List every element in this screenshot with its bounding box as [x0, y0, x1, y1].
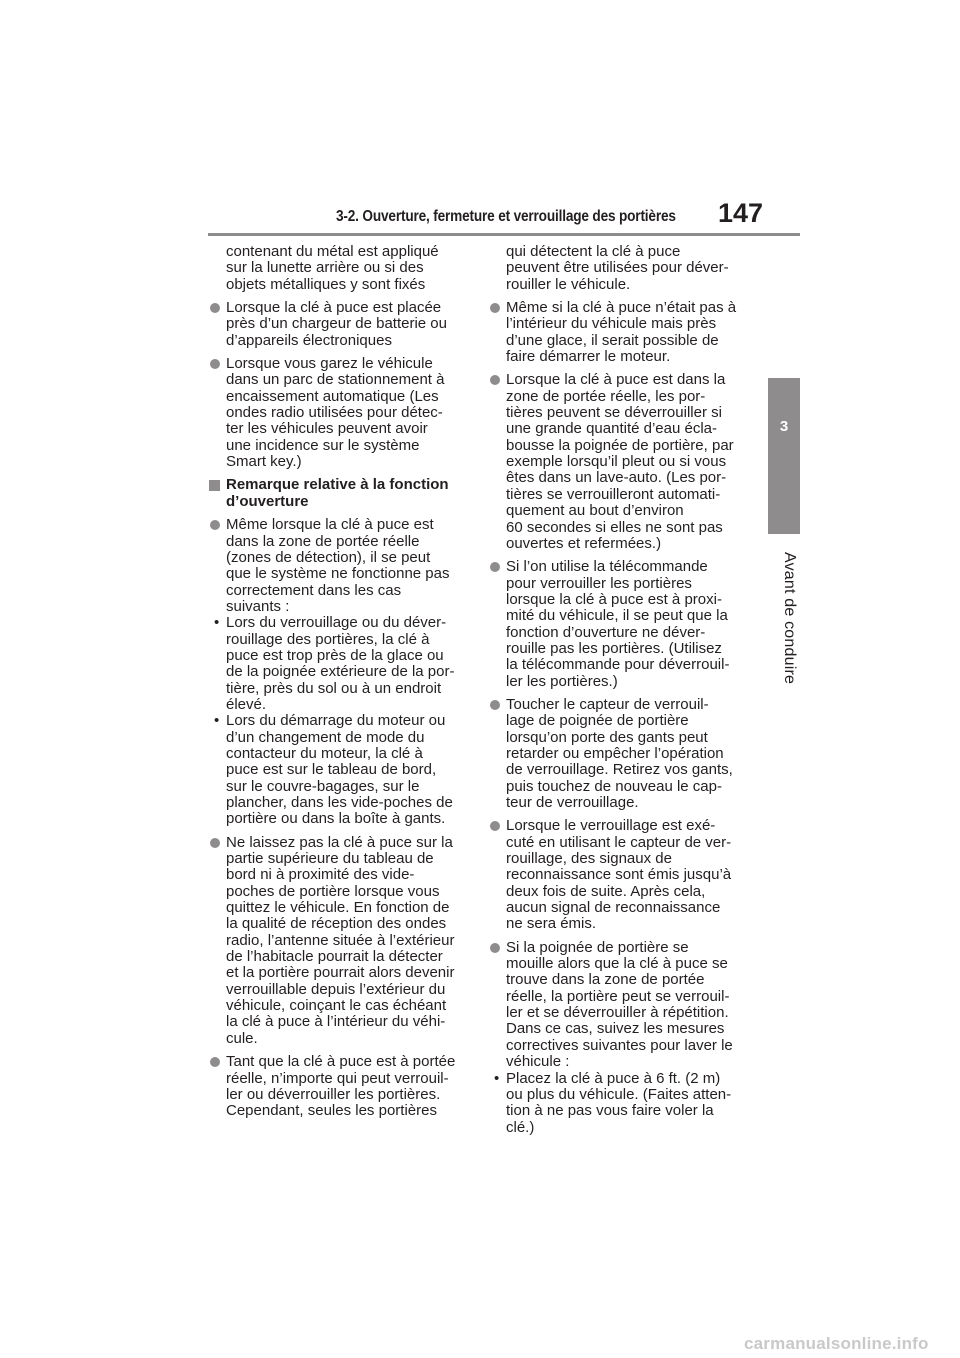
bullet-dot-icon: [490, 562, 500, 572]
text-line: d’un changement de mode du: [226, 728, 425, 746]
text-line: correctement dans les cas: [226, 581, 402, 599]
text-line: bord ni à proximité des vide-: [226, 866, 415, 884]
watermark[interactable]: carmanualsonline.info: [744, 1334, 929, 1353]
section-title: 3-2. Ouverture, fermeture et verrouillage des portières: [336, 208, 676, 225]
text-line: véhicule :: [506, 1053, 570, 1071]
text-line: ler ou déverrouiller les portières.: [226, 1085, 441, 1103]
text-line: puis touchez de nouveau le cap-: [506, 777, 722, 795]
text-line: contacteur du moteur, la clé à: [226, 744, 423, 762]
text-line: puce est trop près de la glace ou: [226, 646, 444, 664]
text-line: retarder ou empêcher l’opération: [506, 744, 724, 762]
text-line: trouve dans la zone de portée: [506, 971, 705, 989]
text-line: sur le couvre-bagages, sur le: [226, 777, 420, 795]
text-line: près d’un chargeur de batterie ou: [226, 315, 447, 333]
text-line: l’intérieur du véhicule mais près: [506, 315, 717, 333]
text-line: Lors du démarrage du moteur ou: [226, 712, 446, 730]
text-line: une grande quantité d’eau écla-: [506, 420, 717, 438]
text-line: d’une glace, il serait possible de: [506, 331, 719, 349]
text-line: deux fois de suite. Après cela,: [506, 882, 706, 900]
text-line: ondes radio utilisées pour détec-: [226, 404, 443, 422]
text-line: rouille pas les portières. (Utilisez: [506, 639, 722, 657]
bullet-item: [488, 300, 750, 365]
text-line: lorsqu’on porte des gants peut: [506, 728, 708, 746]
text-line: tière, près du sol ou à un endroit: [226, 679, 442, 697]
bullet-item: [208, 835, 470, 1047]
text-line: réelle, la portière peut se verrouil-: [506, 987, 730, 1005]
bullet-item: [208, 517, 470, 615]
text-line: Lorsque vous garez le véhicule: [226, 355, 433, 373]
text-line: lage de poignée de portière: [506, 712, 689, 730]
bullet-item: [488, 559, 750, 690]
text-line: suivants :: [226, 597, 290, 615]
bullet-item: [208, 356, 470, 470]
text-line: véhicule, coinçant le cas échéant: [226, 997, 447, 1015]
text-line: rouillage des portières, la clé à: [226, 630, 430, 648]
bullet-item: [488, 372, 750, 552]
text-line: objets métalliques y sont fixés: [226, 275, 426, 293]
text-line: Lorsque le verrouillage est exé-: [506, 817, 716, 835]
sub-list-item: [208, 615, 470, 713]
text-line: ou plus du véhicule. (Faites atten-: [506, 1085, 732, 1103]
text-line: réelle, n’importe qui peut verrouil-: [226, 1069, 449, 1087]
text-line: de la poignée extérieure de la por-: [226, 663, 455, 681]
text-line: que le système ne fonctionne pas: [226, 565, 450, 583]
bullet-item: [488, 697, 750, 811]
text-line: sur la lunette arrière ou si des: [226, 259, 424, 277]
text-line: lorsque la clé à puce est à proxi-: [506, 590, 722, 608]
continued-paragraph: [488, 244, 750, 293]
text-line: tières peuvent se déverrouiller si: [506, 404, 722, 422]
chapter-tab[interactable]: [768, 378, 800, 534]
text-line: mité du véhicule, il se peut que la: [506, 607, 728, 625]
continued-paragraph: [208, 244, 470, 293]
text-line: d’ouverture: [226, 492, 309, 510]
text-line: cule.: [226, 1029, 258, 1047]
text-line: pour verrouiller les portières: [506, 574, 692, 592]
text-line: Même si la clé à puce n’était pas à: [506, 299, 737, 317]
text-line: de l’habitacle pourrait la détecter: [226, 948, 443, 966]
text-line: faire démarrer le moteur.: [506, 348, 671, 366]
bullet-dot-icon: [490, 303, 500, 313]
text-line: ler et se déverrouiller à répétition.: [506, 1004, 729, 1022]
text-line: qui détectent la clé à puce: [506, 243, 681, 260]
text-line: Cependant, seules les portières: [226, 1102, 437, 1120]
text-line: la clé à puce à l’intérieur du véhi-: [226, 1013, 446, 1031]
bullet-item: [488, 940, 750, 1071]
text-line: verrouillable depuis l’extérieur du: [226, 980, 446, 998]
bullet-dot-icon: [490, 821, 500, 831]
text-line: clé.): [506, 1118, 535, 1136]
bullet-dot-icon: [210, 359, 220, 369]
text-line: tières se verrouilleront automati-: [506, 485, 721, 503]
text-line: êtes dans un lave-auto. (Les por-: [506, 469, 727, 487]
text-line: quittez le véhicule. En fonction de: [226, 899, 450, 917]
bullet-dot-icon: [490, 943, 500, 953]
text-line: plancher, dans les vide-poches de: [226, 794, 453, 811]
text-line: contenant du métal est appliqué: [226, 243, 439, 260]
bullet-dot-icon: [210, 520, 220, 530]
text-line: rouiller le véhicule.: [506, 275, 631, 293]
text-line: d’appareils électroniques: [226, 331, 392, 349]
text-line: mouille alors que la clé à puce se: [506, 955, 728, 973]
text-line: Placez la clé à puce à 6 ft. (2 m): [506, 1069, 721, 1087]
right-column: [488, 244, 750, 1136]
bullet-item: [208, 300, 470, 349]
bullet-item: [208, 1054, 470, 1119]
text-line: portière ou dans la boîte à gants.: [226, 810, 446, 828]
sub-bullet-marker: •: [214, 614, 220, 632]
text-line: Si l’on utilise la télécommande: [506, 558, 708, 576]
chapter-number: 3: [779, 418, 789, 435]
bullet-dot-icon: [210, 838, 220, 848]
text-line: Tant que la clé à puce est à portée: [226, 1053, 456, 1071]
text-line: élevé.: [226, 695, 267, 713]
text-line: ter les véhicules peuvent avoir: [226, 420, 428, 438]
text-line: partie supérieure du tableau de: [226, 850, 434, 868]
text-line: de verrouillage. Retirez vos gants,: [506, 761, 733, 779]
text-line: puce est sur le tableau de bord,: [226, 761, 437, 779]
text-line: bousse la poignée de portière, par: [506, 436, 734, 454]
text-line: aucun signal de reconnaissance: [506, 899, 721, 917]
sub-list-item: [208, 713, 470, 827]
text-line: correctives suivantes pour laver le: [506, 1036, 733, 1054]
text-line: exemple lorsqu’il pleut ou si vous: [506, 453, 727, 471]
text-line: radio, l’antenne située à l’extérieur: [226, 931, 455, 949]
bullet-dot-icon: [490, 375, 500, 385]
text-line: peuvent être utilisées pour déver-: [506, 259, 729, 277]
bullet-dot-icon: [210, 1057, 220, 1067]
bullet-dot-icon: [210, 303, 220, 313]
text-line: la télécommande pour déverrouil-: [506, 656, 730, 674]
text-line: reconnaissance sont émis jusqu’à: [506, 866, 732, 884]
page-number: 147: [718, 198, 764, 228]
square-bullet-icon: [209, 480, 220, 491]
sub-list-item: [488, 1071, 750, 1136]
text-line: encaissement automatique (Les: [226, 387, 439, 405]
text-line: Lors du verrouillage ou du déver-: [226, 614, 447, 632]
text-line: ne sera émis.: [506, 915, 597, 933]
sub-bullet-marker: •: [214, 712, 220, 730]
text-line: Toucher le capteur de verrouil-: [506, 695, 709, 713]
section-heading: [208, 477, 470, 510]
text-line: Remarque relative à la fonction: [226, 476, 449, 494]
chapter-label: Avant de conduire: [781, 552, 798, 685]
text-line: Dans ce cas, suivez les mesures: [506, 1020, 725, 1038]
bullet-item: [488, 818, 750, 932]
text-line: fonction d’ouverture ne déver-: [506, 623, 706, 641]
text-line: Même lorsque la clé à puce est: [226, 516, 434, 534]
text-line: poches de portière lorsque vous: [226, 882, 440, 900]
text-line: une incidence sur le système: [226, 436, 420, 454]
sub-bullet-marker: •: [494, 1069, 500, 1087]
header-rule: [208, 233, 800, 236]
text-line: tion à ne pas vous faire voler la: [506, 1102, 714, 1120]
text-line: ouvertes et refermées.): [506, 534, 662, 552]
left-column: [208, 244, 470, 1127]
text-line: dans la zone de portée réelle: [226, 532, 420, 550]
text-line: Si la poignée de portière se: [506, 938, 689, 956]
text-line: 60 secondes si elles ne sont pas: [506, 518, 723, 536]
text-line: Lorsque la clé à puce est dans la: [506, 371, 726, 389]
bullet-dot-icon: [490, 700, 500, 710]
text-line: la qualité de réception des ondes: [226, 915, 447, 933]
text-line: ler les portières.): [506, 672, 618, 690]
text-line: quement au bout d’environ: [506, 502, 684, 520]
text-line: Lorsque la clé à puce est placée: [226, 299, 442, 317]
text-line: zone de portée réelle, les por-: [506, 387, 706, 405]
text-line: et la portière pourrait alors devenir: [226, 964, 455, 982]
text-line: (zones de détection), il se peut: [226, 548, 431, 566]
text-line: rouillage, des signaux de: [506, 850, 672, 868]
text-line: dans un parc de stationnement à: [226, 371, 445, 389]
text-line: teur de verrouillage.: [506, 794, 639, 811]
text-line: cuté en utilisant le capteur de ver-: [506, 833, 732, 851]
text-line: Smart key.): [226, 453, 302, 471]
text-line: Ne laissez pas la clé à puce sur la: [226, 833, 453, 851]
